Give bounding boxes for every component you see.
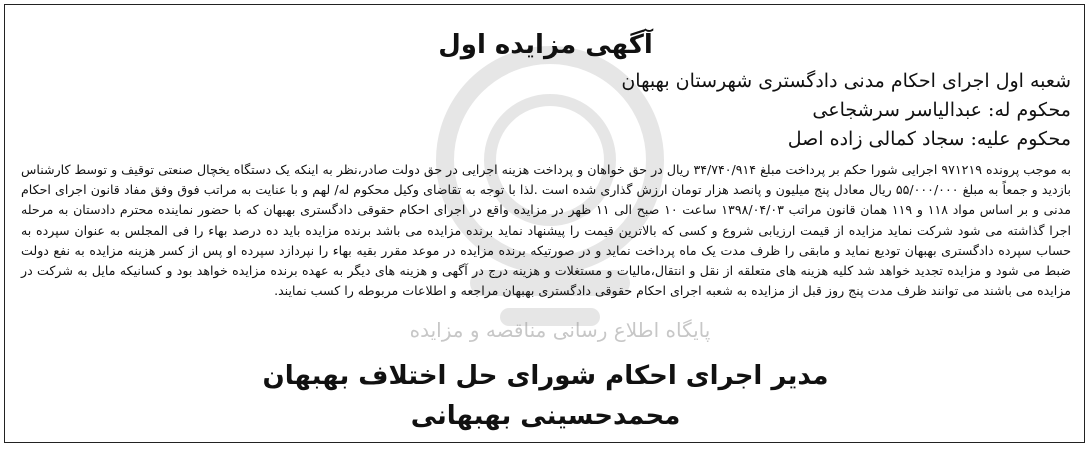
watermark-text: پایگاه اطلاع رسانی مناقصه و مزایده — [409, 318, 711, 342]
signer-title: مدیر اجرای احکام شورای حل اختلاف بهبهان — [262, 361, 829, 391]
notice-title: آگهی مزایده اول — [438, 30, 653, 60]
branch-line: شعبه اول اجرای احکام مدنی دادگستری شهرستان بهبهان — [621, 70, 1071, 92]
notice-body: به موجب پرونده ۹۷۱۲۱۹ اجرایی شورا حکم بر پرداخت مبلغ ۳۴/۷۴۰/۹۱۴ ریال در حق خواهان و پرداخت هزینه اجرایی در حق دولت صادر،نظر به اینکه یک دستگاه یخچال صنعتی توقیف و توسط کارشناس بازدید و جمعاً به مبلغ ۵۵/۰۰۰/۰۰۰ ریال معادل پنج میلیون و پانصد هزار تومان ارزش گذاری شده است .لذا با توجه به تقاضای وکیل محکوم له/ لهم و با عنایت به مراتب فوق وفق مفاد قانون اجرای احکام مدنی و بر اساس مواد ۱۱۸ و ۱۱۹ همان قانون مراتب ۱۳۹۸/۰۴/۰۳ ساعت ۱۰ صبح الی ۱۱ ظهر در مزایده واقع در اجرای احکام حقوقی دادگستری بهبهان که با حضور نماینده محترم دادستان به مرحله اجرا گذاشته می شود شرکت نماید مزایده از قیمت ارزیابی شروع و کسی که بالاترین قیمت را پیشنهاد نماید برنده مزایده می باشد برنده مزایده باید ده درصد بهاء را فی المجلس به عنوان سپرده به حساب سپرده دادگستری بهبهان تودیع نماید و مابقی را ظرف مدت یک ماه پرداخت نماید و در صورتیکه برنده مزایده در موعد مقرر بقیه بهاء را نپردازد سپرده او پس از کسر هزینه مزایده به نفع دولت ضبط می شود و مزایده تجدید خواهد شد کلیه هزینه های متعلقه از نقل و انتقال،مالیات و مستغلات و هزینه درج در آگهی و هزینه های دیگر به عهده برنده مزایده خواهد بود و کسانیکه مایل به شرکت در مزایده می باشند می توانند ظرف مدت پنج روز قبل از مزایده به شعبه اجرای احکام حقوقی دادگستری بهبهان مراجعه و اطلاعات مربوطه را کسب نمایند. — [21, 162, 1072, 299]
creditor-line: محکوم له: عبدالیاسر سرشجاعی — [812, 99, 1071, 121]
debtor-line: محکوم علیه: سجاد کمالی زاده اصل — [787, 128, 1071, 150]
signer-name: محمدحسینی بهبهانی — [410, 401, 681, 431]
